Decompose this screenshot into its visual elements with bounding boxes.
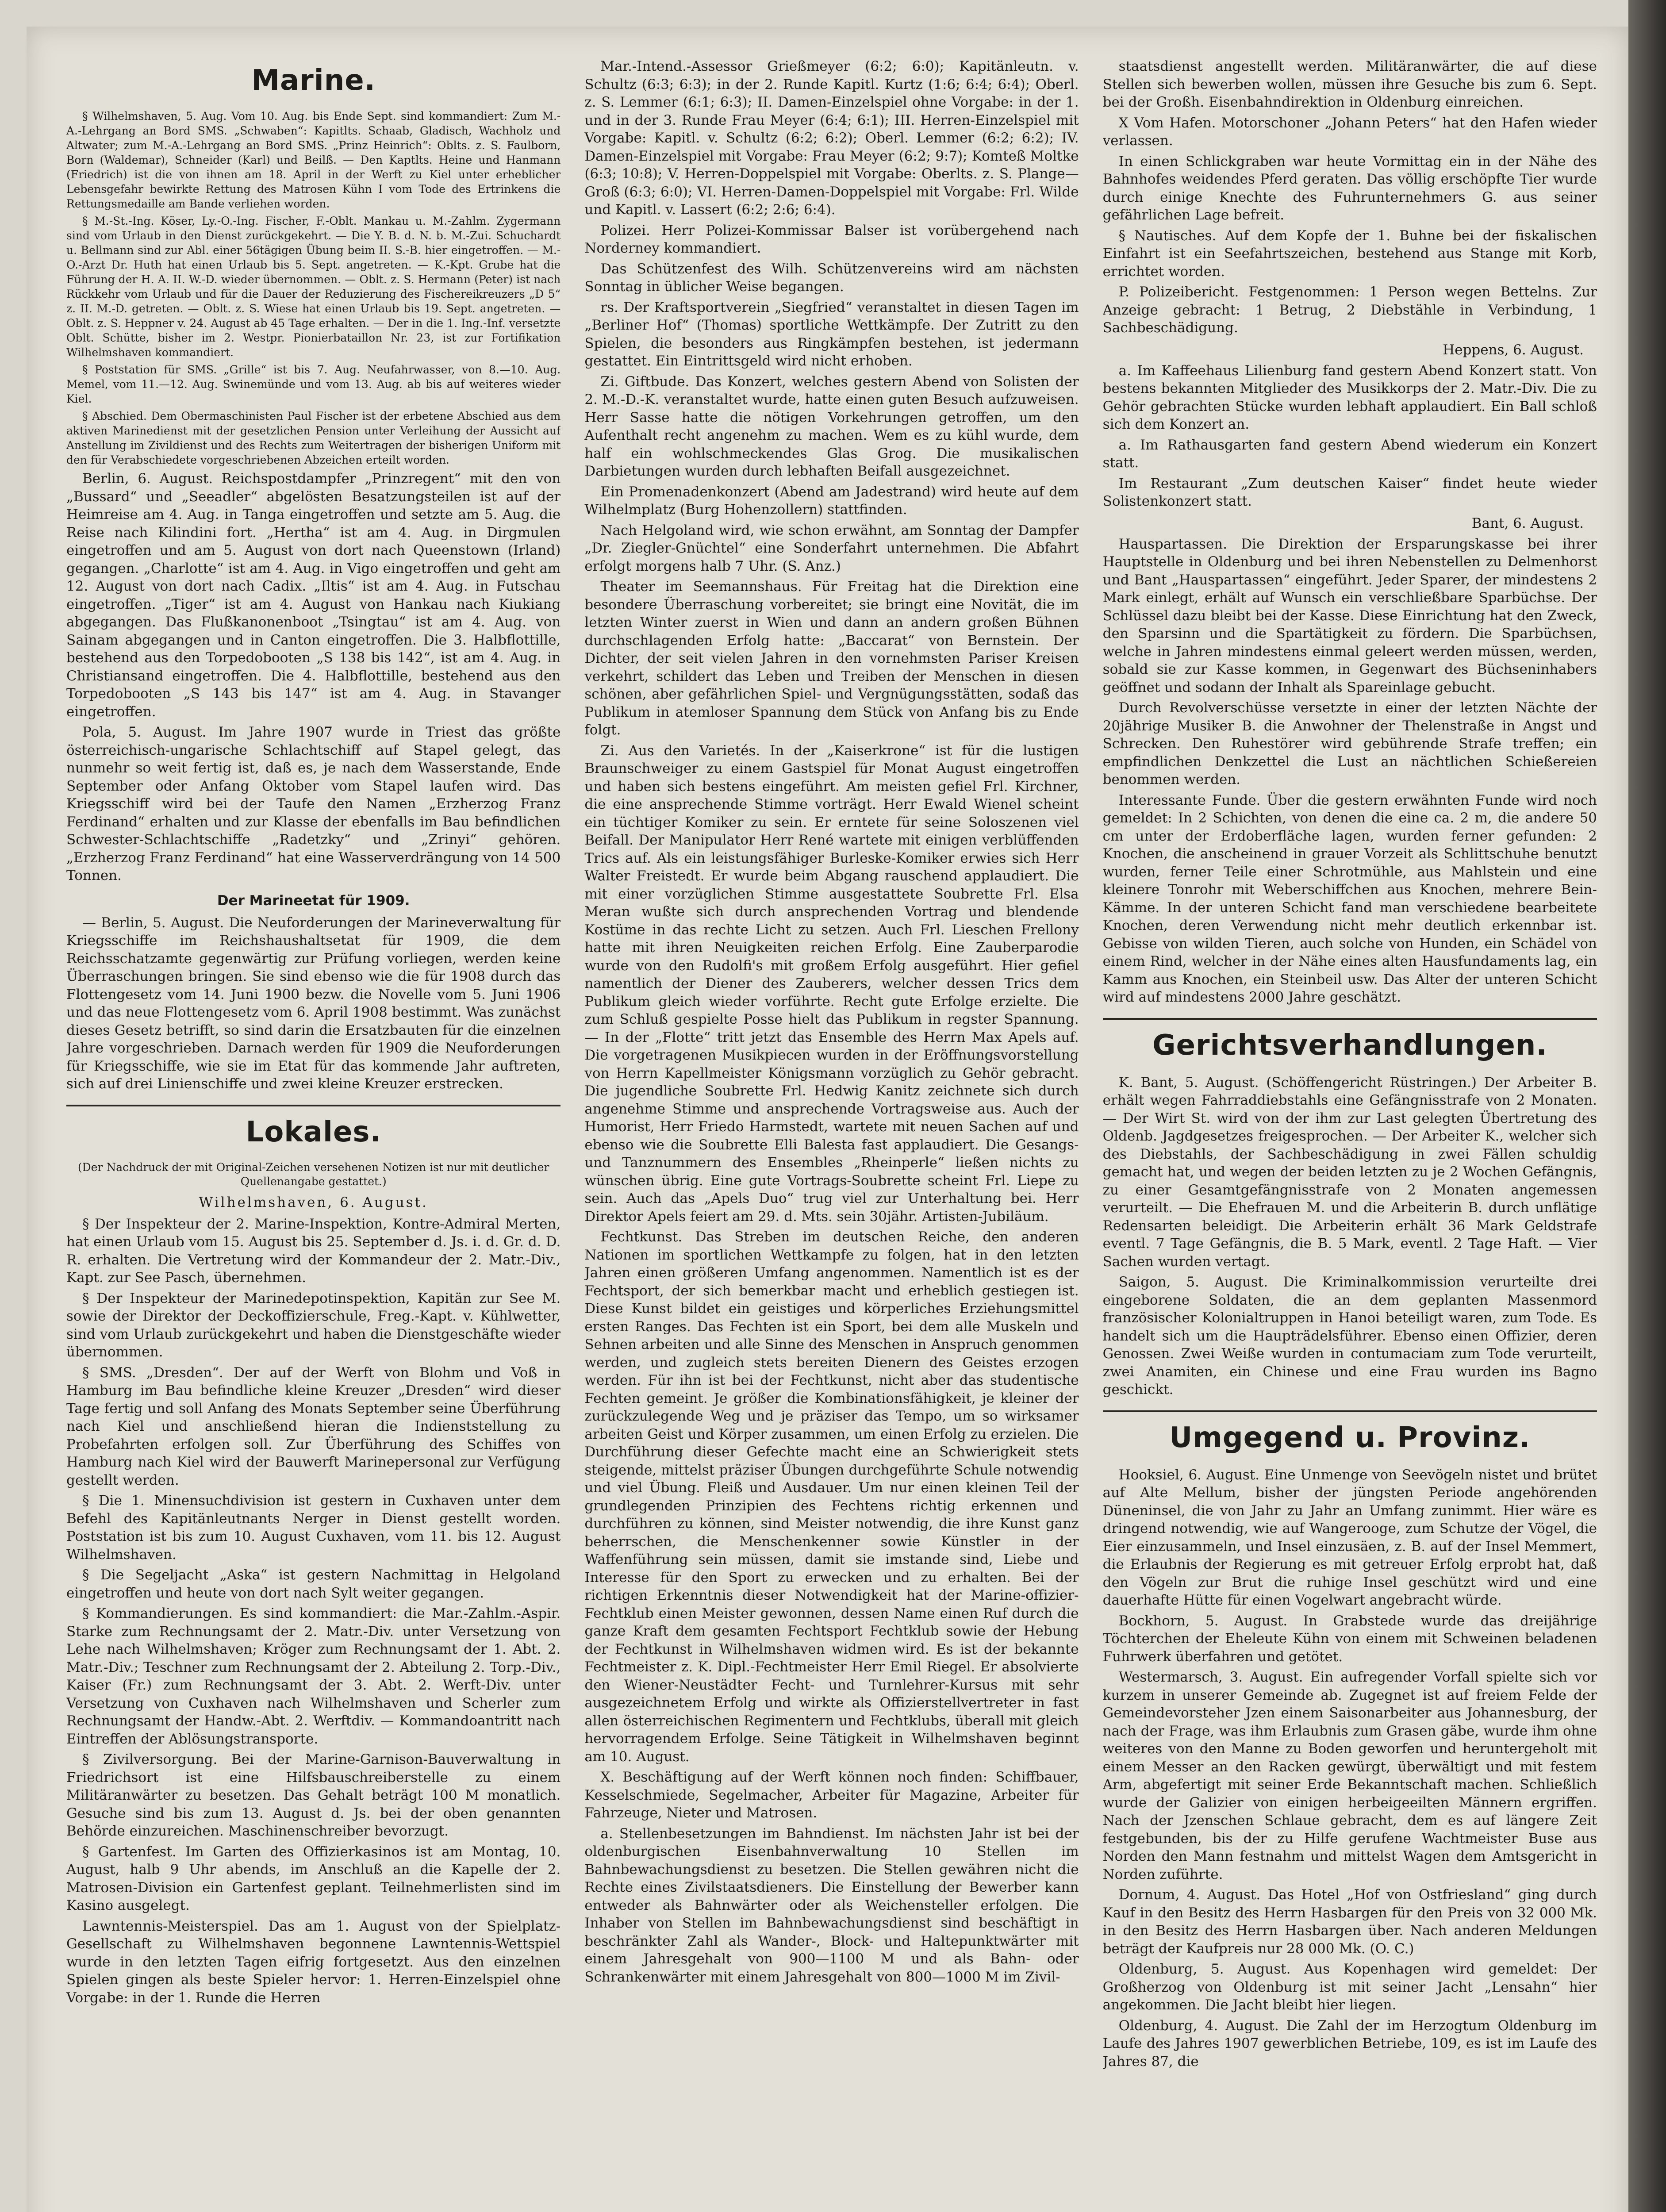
section-divider: [1103, 1410, 1597, 1412]
article-paragraph: Westermarsch, 3. August. Ein aufregender Vorfall spielte sich vor kurzem in unserer Gemeinde ab. Zugegnet ist auf freiem Felde der Gemeindevorsteher Jzen einem Saisonarbeiter aus Johannesburg, der nach der Frage, was ihm Erlaubnis zum Grasen gäbe, wurde ihm ohne weiteres von den Manne zu Boden geworfen und heruntergeholt mit einem Messer an den Racken gewürgt, überwältigt und mit festem Arm, abgefertigt mit seiner Erde Bekanntschaft machen. Schließlich wurde der Galizier von einigen herbeigeeilten Männern ergriffen. Nach der Jzenschen Schlaue gebracht, dem es auf längere Zeit festgebunden, bis der zu Hilfe gerufene Wachtmeister Buse aus Norden den Mann festnahm und mittelst Wagen dem Amtsgericht in Norden zuführte.: [1102, 1669, 1597, 1882]
article-paragraph: staatsdienst angestellt werden. Militäranwärter, die auf diese Stellen sich bewerben wollen, müssen ihre Gesuche bis zum 6. Sept. bei der Großh. Eisenbahndirektion in Oldenburg einreichen.: [1102, 58, 1597, 110]
article-paragraph: Interessante Funde. Über die gestern erwähnten Funde wird noch gemeldet: In 2 Schichten, von denen die eine ca. 2 m, die andere 50 cm unter der Erdoberfläche lagen, wurden ferner gefunden: 2 Knochen, die anscheinend in grauer Vorzeit als Schlittschuhe benutzt wurden, ferner Teile einer Schrotmühle, aus Mahlstein und eine kleinere Tonrohr mit Weberschiffchen aus Knochen, mehrere Bein-Kämme. In der unteren Schicht fand man verschiedene bearbeitete Knochen, deren Verwendung nicht mehr deutlich erkennbar ist. Gebisse von wilden Tieren, auch solche von Hunden, ein Schädel von einem Rind, welcher in der Nähe eines alten Hausfundaments lag, ein Kamm aus Knochen, ein Steinbeil usw. Das Alter der unteren Schicht wird auf mindestens 2000 Jahre geschätzt.: [1102, 792, 1597, 1005]
article-paragraph: § Gartenfest. Im Garten des Offizierkasinos ist am Montag, 10. August, halb 9 Uhr abends, im Anschluß an die Kapelle der 2. Matrosen-Division ein Gartenfest geplant. Teilnehmerlisten sind im Kasino ausgelegt.: [66, 1843, 561, 1913]
article-paragraph: In einen Schlickgraben war heute Vormittag ein in der Nähe des Bahnhofes weidendes Pferd geraten. Das völlig erschöpfte Tier wurde durch einige Knechte des Fuhrunternehmers G. aus seiner gefährlichen Lage befreit.: [1102, 153, 1597, 223]
article-paragraph: § Zivilversorgung. Bei der Marine-Garnison-Bauverwaltung in Friedrichsort ist eine Hilfsbauschreiberstelle zu einem Militäranwärter zu besetzen. Das Gehalt beträgt 100 M monatlich. Gesuche sind bis zum 13. August d. Js. bei der oben genannten Behörde einzureichen. Maschinenschreiber bevorzugt.: [66, 1751, 561, 1839]
article-paragraph: Oldenburg, 5. August. Aus Kopenhagen wird gemeldet: Der Großherzog von Oldenburg ist mit seiner Jacht „Lensahn“ hier angekommen. Die Jacht bleibt hier liegen.: [1102, 1961, 1597, 2013]
dateline-wilhelmshaven: Wilhelmshaven, 6. August.: [199, 1194, 428, 1210]
article-paragraph: § Die 1. Minensuchdivision ist gestern in Cuxhaven unter dem Befehl des Kapitänleutnants Nerger in Dienst gestellt worden. Poststation ist bis zum 10. August Cuxhaven, vom 11. bis 12. August Wilhelmshaven.: [66, 1493, 561, 1563]
article-paragraph: — Berlin, 5. August. Die Neuforderungen der Marineverwaltung für Kriegsschiffe im Reichshaushaltsetat für 1909, die dem Reichsschatzamte gegenwärtig zur Prüfung vorliegen, werden keine Überraschungen bringen. Sie sind ebenso wie die für 1908 durch das Flottengesetz vom 14. Juni 1900 bezw. die Novelle vom 5. Juni 1906 und das neue Flottengesetz vom 6. April 1908 bestimmt. Was zunächst dieses Gesetz betrifft, so sind darin die Ersatzbauten für die einzelnen Jahre vorgeschrieben. Darnach werden für 1909 die Neuforderungen für Kriegsschiffe, wie sie im Etat für das kommende Jahr auftreten, sich auf drei Linienschiffe und zwei kleine Kreuzer erstrecken.: [66, 914, 561, 1092]
article-paragraph: Nach Helgoland wird, wie schon erwähnt, am Sonntag der Dampfer „Dr. Ziegler-Gnüchtel“ eine Sonderfahrt unternehmen. Die Abfahrt erfolgt morgens halb 7 Uhr. (S. Anz.): [584, 522, 1079, 574]
article-paragraph: Oldenburg, 4. August. Die Zahl der im Herzogtum Oldenburg im Laufe des Jahres 1907 gewerblichen Betriebe, 109, es ist im Laufe des Jahres 87, die: [1102, 2017, 1597, 2070]
article-paragraph: § Der Inspekteur der Marinedepotinspektion, Kapitän zur See M. sowie der Direktor der Deckoffizierschule, Freg.-Kapt. v. Kühlwetter, sind vom Urlaub zurückgekehrt und haben die Dienstgeschäfte wieder übernommen.: [66, 1290, 561, 1360]
article-paragraph: Bockhorn, 5. August. In Grabstede wurde das dreijährige Töchterchen der Eheleute Kühn von einem mit Schweinen beladenen Fuhrwerk überfahren und getötet.: [1102, 1613, 1597, 1665]
column-1: [66, 58, 560, 2212]
article-paragraph: Lawntennis-Meisterspiel. Das am 1. August von der Spielplatz-Gesellschaft zu Wilhelmshaven begonnene Lawntennis-Wettspiel wurde in den letzten Tagen eifrig fortgesetzt. Aus den einzelnen Spielen gingen als beste Spieler hervor: 1. Herren-Einzelspiel ohne Vorgabe: in der 1. Runde die Herren: [66, 1918, 561, 2006]
article-paragraph: P. Polizeibericht. Festgenommen: 1 Person wegen Bettelns. Zur Anzeige gebracht: 1 Betrug, 2 Diebstähle in Verbindung, 1 Sachbeschädigung.: [1102, 284, 1597, 336]
article-paragraph: a. Im Kaffeehaus Lilienburg fand gestern Abend Konzert statt. Von bestens bekannten Mitglieder des Musikkorps der 2. Matr.-Div. Die zu Gehör gebrachten Stücke wurden lebhaft applaudiert. Ein Ball schloß sich dem Konzert an.: [1102, 362, 1597, 432]
article-paragraph: X Vom Hafen. Motorschoner „Johann Peters“ hat den Hafen wieder verlassen.: [1102, 115, 1597, 149]
article-paragraph: Zi. Aus den Varietés. In der „Kaiserkrone“ ist für die lustigen Braunschweiger zu einem Gastspiel für Monat August eingetroffen und haben sich bestens eingeführt. Am meisten gefiel Frl. Kirchner, die eine ansprechende Stimme vorträgt. Herr Ewald Wienel scheint ein tüchtiger Komiker zu sein. Er erntete für seine Soloszenen viel Beifall. Der Manipulator Herr René wartete mit einigen verblüffenden Trics auf. Als ein leistungsfähiger Burleske-Komiker erwies sich Herr Walter Freistedt. Er wurde beim Abgang rauschend applaudiert. Die mit einer vorzüglichen Stimme ausgestattete Soubrette Frl. Elsa Meran wußte sich durch ansprechenden Vortrag und blendende Kostüme in das rechte Licht zu setzen. Auch Frl. Lieschen Frellony hatte mit ihren Neuigkeiten reichen Erfolg. Eine Zauberparodie wurde von den Rudolfi's mit großem Erfolg ausgeführt. Hier gefiel namentlich der Diener des Zauberers, welcher dessen Trics dem Publikum gleich wieder vorführte. Recht gute Erfolge erzielte. Die zum Schluß gespielte Posse hielt das Publikum in regster Spannung. — In der „Flotte“ tritt jetzt das Ensemble des Herrn Max Apels auf. Die vorgetragenen Musikpiecen wurden in der Eröffnungsvorstellung von Herrn Kapellmeister Königsmann vorzüglich zu Gehör gebracht. Die jugendliche Soubrette Frl. Hedwig Kanitz zeichnete sich durch angenehme Stimme und ansprechende Vortragsweise aus. Auch der Humorist, Herr Friedo Harmstedt, wartete mit neuen Sachen auf und ebenso wie die Soubrette Elli Balesta fast applaudiert. Die Gesangs- und Tanznummern des Ensembles „Rheinperle“ ließen nichts zu wünschen übrig. Eine gute Vortrags-Soubrette scheint Frl. Liepe zu sein. Auch das „Apels Duo“ trug viel zur Unterhaltung bei. Herr Direktor Apels feiert am 29. d. Mts. sein 30jähr. Artisten-Jubiläum.: [584, 742, 1079, 1225]
article-paragraph: Hooksiel, 6. August. Eine Unmenge von Seevögeln nistet und brütet auf Alte Mellum, bisher der jüngsten Periode angehörenden Düneninsel, die von Jahr zu Jahr an Umfang zunimmt. Hier wäre es dringend notwendig, wie auf Wangerooge, zum Schutze der Vögel, die Eier einzusammeln, und Insel einzusäen, z. B. auf der Insel Memmert, die Erlaubnis der Regierung es mit getreuer Erfolg erprobt hat, daß den Vögeln zur Brut die ruhige Insel geschützt wird und eine dauerhafte Hütte für einen Vogelwart angebracht würde.: [1102, 1467, 1597, 1608]
article-paragraph: Das Schützenfest des Wilh. Schützenvereins wird am nächsten Sonntag in üblicher Weise begangen.: [584, 261, 1079, 295]
dateline-heppens: Heppens, 6. August.: [1443, 342, 1584, 358]
article-paragraph: a. Im Rathausgarten fand gestern Abend wiederum ein Konzert statt.: [1102, 437, 1597, 471]
section-heading-gerichtsverhandlungen: Gerichtsverhandlungen.: [1152, 1029, 1547, 1062]
article-paragraph: Saigon, 5. August. Die Kriminalkommission verurteilte drei eingeborene Soldaten, die an dem geplanten Massenmord französischer Kolonialtruppen in Hanoi beteiligt waren, zum Tode. Es handelt sich um die Haupträdelsführer. Ebenso einen Offizier, deren Genossen. Zwei Weiße wurden in contumaciam zum Tode verurteilt, zwei Anamiten, ein Chinese und eine Frau wurden ins Bagno geschickt.: [1102, 1274, 1597, 1398]
column-3: [1103, 58, 1597, 2212]
section-heading-marine: Marine.: [251, 64, 376, 97]
article-paragraph: § Poststation für SMS. „Grille“ ist bis 7. Aug. Neufahrwasser, von 8.—10. Aug. Memel, vom 11.—12. Aug. Swinemünde und vom 13. Aug. ab bis auf weiteres wieder Kiel.: [66, 363, 561, 405]
article-paragraph: Theater im Seemannshaus. Für Freitag hat die Direktion eine besondere Überraschung vorbereitet; sie bringt eine Novität, die im letzten Winter zuerst in Wien und dann an andern großen Bühnen durchschlagenden Erfolg hatte: „Baccarat“ von Bernstein. Der Dichter, der seit vielen Jahren in den vornehmsten Pariser Kreisen verkehrt, schildert das Leben und Treiben der Menschen in diesen schönen, aber gefährlichen Spiel- und Vergnügungsstätten, sodaß das Publikum in atemloser Spannung dem Stück von Anfang bis zu Ende folgt.: [584, 579, 1079, 738]
article-paragraph: § Nautisches. Auf dem Kopfe der 1. Buhne bei der fiskalischen Einfahrt ist ein Seefahrtszeichen, bestehend aus Stange mit Korb, errichtet worden.: [1102, 227, 1597, 280]
page-edge-shadow: [1628, 0, 1666, 2212]
section-heading-lokales: Lokales.: [246, 1115, 381, 1148]
article-paragraph: § SMS. „Dresden“. Der auf der Werft von Blohm und Voß in Hamburg im Bau befindliche kleine Kreuzer „Dresden“ wird dieser Tage fertig und soll Anfang des Monats September seine Überführung nach Kiel und anschließend hieran die Indienststellung zu Probefahrten erfolgen soll. Zur Überführung des Schiffes von Hamburg nach Kiel wird der Bauwerft Marinepersonal zur Verfügung gestellt werden.: [66, 1364, 561, 1488]
column-2: [584, 58, 1079, 2212]
article-paragraph: Berlin, 6. August. Reichspostdampfer „Prinzregent“ mit den von „Bussard“ und „Seeadler“ abgelösten Besatzungsteilen ist auf der Heimreise am 4. Aug. in Tanga eingetroffen und setzte am 5. Aug. die Reise nach Kilindini fort. „Hertha“ ist am 4. Aug. in Dirgmulen eingetroffen und am 5. August von dort nach Queenstown (Irland) gegangen. „Charlotte“ ist am 4. Aug. in Vigo eingetroffen und geht am 12. August von dort nach Cadix. „Iltis“ ist am 4. Aug. in Futschau eingetroffen. „Tiger“ ist am 4. August von Hankau nach Kiukiang abgegangen. Das Flußkanonenboot „Tsingtau“ ist am 4. Aug. von Sainam abgegangen und in Canton eingetroffen. Die 3. Halbflottille, bestehend aus den Torpedobooten „S 138 bis 142“, ist am 4. Aug. in Christiansand eingetroffen. Die 4. Halbflottille, bestehend aus den Torpedobooten „S 143 bis 147“ ist am 4. Aug. in Stavanger eingetroffen.: [66, 471, 561, 720]
article-paragraph: Hauspartassen. Die Direktion der Ersparungskasse bei ihrer Hauptstelle in Oldenburg und bei ihren Nebenstellen zu Delmenhorst und Bant „Hauspartassen“ eingeführt. Jeder Sparer, der mindestens 2 Mark einlegt, erhält auf Wunsch ein verschließbare Sparbüchse. Der Schlüssel dazu bleibt bei der Kasse. Diese Einrichtung hat den Zweck, den Sparsinn und die Spartätigkeit zu fördern. Die Sparbüchsen, welche in Jahren mindestens einmal geleert werden müssen, werden, sobald sie zur Kasse kommen, in Gegenwart des Büchseninhabers geöffnet und sodann der Inhalt als Spareinlage gebucht.: [1102, 536, 1597, 695]
section-divider: [66, 1105, 560, 1106]
article-heading-marineetat: Der Marineetat für 1909.: [217, 892, 410, 909]
article-paragraph: rs. Der Kraftsportverein „Siegfried“ veranstaltet in diesen Tagen im „Berliner Hof“ (Thomas) sportliche Wettkämpfe. Der Zutritt zu den Spielen, die besonders aus Ringkämpfen bestehen, ist jedermann gestattet. Ein Eintrittsgeld wird nicht erhoben.: [584, 299, 1079, 369]
article-paragraph: § Abschied. Dem Obermaschinisten Paul Fischer ist der erbetene Abschied aus dem aktiven Marinedienst mit der gesetzlichen Pension unter Verleihung der Aussicht auf Anstellung im Zivildienst und des Rechts zum Weitertragen der bisherigen Uniform mit den für Verabschiedete vorgeschriebenen Abzeichen erteilt worden.: [66, 410, 561, 466]
article-paragraph: a. Stellenbesetzungen im Bahndienst. Im nächsten Jahr ist bei der oldenburgischen Eisenbahnverwaltung 10 Stellen im Bahnbewachungsdienst zu besetzen. Die Stellen gewähren nicht die Rechte eines Zivilstaatsdieners. Die Einstellung der Bewerber kann entweder als Bahnwärter oder als Weichensteller erfolgen. Die Inhaber von Stellen im Bahnbewachungsdienst sind beschäftigt in beschränkter Zahl als Wander-, Block- und Haltepunktwärter mit einem Jahresgehalt von 900—1100 M und als Bahn- oder Schrankenwärter mit einem Jahresgehalt von 800—1000 M im Zivil-: [584, 1825, 1079, 1985]
article-paragraph: K. Bant, 5. August. (Schöffengericht Rüstringen.) Der Arbeiter B. erhält wegen Fahrraddiebstahls eine Gefängnisstrafe von 2 Monaten. — Der Wirt St. wird von der ihm zur Last gelegten Übertretung des Oldenb. Jagdgesetzes freigesprochen. — Der Arbeiter K., welcher sich des Diebstahls, der Sachbeschädigung in zwei Fällen schuldig gemacht hat, und wegen der beiden letzten zu je 2 Wochen Gefängnis, zu einer Gesamtgefängnisstrafe von 2 Monaten angemessen verurteilt. — Die Ehefrauen M. und die Arbeiterin B. durch unflätige Redensarten beleidigt. Die Arbeiterin erhält 36 Mark Geldstrafe eventl. 7 Tage Gefängnis, die B. 5 Mark, eventl. 2 Tage Haft. — Vier Sachen wurden vertagt.: [1102, 1074, 1597, 1270]
article-paragraph: X. Beschäftigung auf der Werft können noch finden: Schiffbauer, Kesselschmiede, Segelmacher, Arbeiter für Magazine, Arbeiter für Fahrzeuge, Nieter und Matrosen.: [584, 1769, 1079, 1821]
article-paragraph: Mar.-Intend.-Assessor Grießmeyer (6:2; 6:0); Kapitänleutn. v. Schultz (6:3; 6:3); in der 2. Runde Kapitl. Kurtz (1:6; 6:4; 6:4); Oberl. z. S. Lemmer (6:1; 6:3); II. Damen-Einzelspiel ohne Vorgabe: in der 1. und in der 3. Runde Frau Meyer (6:4; 6:1); III. Herren-Einzelspiel mit Vorgabe: Kapitl. v. Schultz (6:2; 6:2); Oberl. Lemmer (6:2; 6:2); IV. Damen-Einzelspiel mit Vorgabe: Frau Meyer (6:2; 9:7); Komteß Moltke (6:3; 10:8); V. Herren-Doppelspiel mit Vorgabe: Oberlts. z. S. Plange—Groß (6:3; 6:0); VI. Herren-Damen-Doppelspiel mit Vorgabe: Frl. Wilde und Kapitl. v. Lassert (6:2; 2:6; 6:4).: [584, 58, 1079, 218]
article-paragraph: Zi. Giftbude. Das Konzert, welches gestern Abend von Solisten der 2. M.-D.-K. veranstaltet wurde, hatte einen guten Besuch aufzuweisen. Herr Sasse hatte die nötigen Vorkehrungen getroffen, um den Aufenthalt recht angenehm zu machen. Wem es zu kühl wurde, dem half ein wohlschmeckendes Glas Grog. Die musikalischen Darbietungen wurden durch lebhaften Beifall ausgezeichnet.: [584, 373, 1079, 479]
reprint-notice: (Der Nachdruck der mit Original-Zeichen versehenen Notizen ist nur mit deutlicher Quellenangabe gestattet.): [77, 1160, 549, 1188]
article-paragraph: § M.-St.-Ing. Köser, Ly.-O.-Ing. Fischer, F.-Oblt. Mankau u. M.-Zahlm. Zygermann sind vom Urlaub in den Dienst zurückgekehrt. — Die Y. B. d. N. b. M.-Zui. Schuchardt u. Bellmann sind zur Abl. einer 56tägigen Übung beim II. S.-B. hier eingetroffen. — M.-O.-Arzt Dr. Huth hat einen Urlaub bis 5. Sept. angetreten. — K.-Kpt. Grube hat die Führung der H. A. II. W.-D. wieder übernommen. — Oblt. z. S. Hermann (Peter) ist nach Rückkehr vom Urlaub und für die Dauer der Reduzierung des Fischereikreuzers „D 5“ z. II. M.-D. getreten. — Oblt. z. S. Wiese hat einen Urlaub bis 19. Sept. angetreten. — Oblt. z. S. Heppner v. 24. August ab 45 Tage erhalten. — Der in die 1. Ing.-Inf. versetzte Oblt. Schütte, bisher im 2. Westpr. Pionierbataillon Nr. 23, ist zur Fortifikation Wilhelmshaven kommandiert.: [66, 215, 561, 359]
article-paragraph: § Wilhelmshaven, 5. Aug. Vom 10. Aug. bis Ende Sept. sind kommandiert: Zum M.-A.-Lehrgang an Bord SMS. „Schwaben“: Kapitlts. Schaab, Gladisch, Wachholz und Altwater; zum M.-A.-Lehrgang an Bord SMS. „Prinz Heinrich“: Oblts. z. S. Faulborn, Born (Waldemar), Schneider (Karl) und Beilß. — Den Kaptlts. Heine und Hanmann (Friedrich) ist die von ihnen am 18. April in der Werft zu Kiel unter erheblicher Lebensgefahr bewirkte Rettung des Matrosen Kühn I vom Tode des Ertrinkens die Rettungsmedaille am Bande verliehen worden.: [66, 110, 561, 210]
article-paragraph: Fechtkunst. Das Streben im deutschen Reiche, den anderen Nationen im sportlichen Wettkampfe zu folgen, hat in den letzten Jahren einen größeren Umfang angenommen. Namentlich ist es der Fechtsport, der sich bemerkbar macht und erheblich gestiegen ist. Diese Kunst bildet ein geistiges und körperliches Erziehungsmittel ersten Ranges. Das Fechten ist ein Sport, bei dem alle Muskeln und Sehnen arbeiten und alle Sinne des Menschen in Anspruch genommen werden, und zugleich stets bereiten Dienern des Geistes erzogen werden. Für ihn ist bei der Fechtkunst, nicht aber das studentische Fechten gemeint. Je größer die Kombinationsfähigkeit, je kleiner der zurückzulegende Weg und je präziser das Tempo, um so wirksamer arbeiten Geist und Körper zusammen, um einen Erfolg zu erzielen. Die Durchführung dieser Gefechte macht eine an Schwierigkeit stets steigende, mittelst präziser Übungen durchgeführte Schule notwendig und viel Übung. Fleiß und Ausdauer. Um nur einen kleinen Teil der grundlegenden Prinzipien des Fechtens richtig erkennen und durchführen zu können, sind Meister notwendig, die ihre Kunst ganz beherrschen, die Menschenkenner sowie Künstler in der Waffenführung sein müssen, damit sie imstande sind, Liebe und Interesse für den Sport zu erwecken und zu erhalten. Bei der richtigen Erkenntnis dieser Notwendigkeit hat der Marine-offizier-Fechtklub einen Meister gewonnen, dessen Name einen Ruf durch die ganze Kraft dem gesamten Fechtsport Fechtklub sowie der Hebung der Fechtkunst in Wilhelmshaven widmen wird. Es ist der bekannte Fechtmeister z. K. Dipl.-Fechtmeister Herr Emil Riegel. Er absolvierte den Wiener-Neustädter Fecht- und Turnlehrer-Kursus mit sehr ausgezeichnetem Erfolg und wirkte als Offizierstellvertreter in fast allen österreichischen Regimentern und Fechtklubs, überall mit gleich hervorragendem Erfolge. Seine Tätigkeit in Wilhelmshaven beginnt am 10. August.: [584, 1229, 1079, 1765]
article-paragraph: Pola, 5. August. Im Jahre 1907 wurde in Triest das größte österreichisch-ungarische Schlachtschiff auf Stapel gelegt, das nunmehr so weit fertig ist, daß es, je nach dem Wasserstande, Ende September oder Anfang Oktober vom Stapel laufen wird. Das Kriegsschiff wird bei der Taufe den Namen „Erzherzog Franz Ferdinand“ erhalten und zur Klasse der ebenfalls im Bau befindlichen Schwester-Schlachtschiffe „Radetzky“ und „Zrinyi“ gehören. „Erzherzog Franz Ferdinand“ hat eine Wasserverdrängung von 14 500 Tonnen.: [66, 724, 561, 883]
article-paragraph: Dornum, 4. August. Das Hotel „Hof von Ostfriesland“ ging durch Kauf in den Besitz des Herrn Hasbargen für den Preis von 32 000 Mk. in den Besitz des Herrn Hasbargen über. Nach anderen Meldungen beträgt der Kaufpreis nur 28 000 Mk. (O. C.): [1102, 1887, 1597, 1957]
section-divider: [1103, 1018, 1597, 1020]
dateline-bant: Bant, 6. August.: [1471, 515, 1584, 531]
article-paragraph: § Kommandierungen. Es sind kommandiert: die Mar.-Zahlm.-Aspir. Starke zum Rechnungsamt der 2. Matr.-Div. unter Versetzung von Lehe nach Wilhelmshaven; Kröger zum Rechnungsamt der 1. Abt. 2. Matr.-Div.; Teschner zum Rechnungsamt der 2. Abteilung 2. Torp.-Div., Kaiser (Fr.) zum Rechnungsamt der 3. Abt. 2. Werft-Div. unter Versetzung von Cuxhaven nach Wilhelmshaven und Scherler zum Rechnungsamt der Handw.-Abt. 2. Werftdiv. — Kommandoantritt nach Eintreffen der Ablösungstransporte.: [66, 1605, 561, 1747]
section-heading-umgegend: Umgegend u. Provinz.: [1169, 1421, 1531, 1454]
article-paragraph: Im Restaurant „Zum deutschen Kaiser“ findet heute wieder Solistenkonzert statt.: [1102, 475, 1597, 509]
article-paragraph: § Der Inspekteur der 2. Marine-Inspektion, Kontre-Admiral Merten, hat einen Urlaub vom 15. August bis 25. September d. Js. i. d. Gr. d. D. R. erhalten. Die Vertretung wird der Kommandeur der 2. Matr.-Div., Kapt. zur See Pasch, übernehmen.: [66, 1216, 561, 1286]
article-paragraph: Polizei. Herr Polizei-Kommissar Balser ist vorübergehend nach Norderney kommandiert.: [584, 222, 1079, 256]
article-paragraph: Ein Promenadenkonzert (Abend am Jadestrand) wird heute auf dem Wilhelmplatz (Burg Hohenzollern) stattfinden.: [584, 484, 1079, 518]
article-paragraph: Durch Revolverschüsse versetzte in einer der letzten Nächte der 20jährige Musiker B. die Anwohner der Thelenstraße in Angst und Schrecken. Den Ruhestörer wird gebührende Strafe treffen; ein empfindlichen Denkzettel die Lust an nächtlichen Schießereien benommen werden.: [1102, 700, 1597, 787]
article-paragraph: § Die Segeljacht „Aska“ ist gestern Nachmittag in Helgoland eingetroffen und heute von dort nach Sylt weiter gegangen.: [66, 1567, 561, 1601]
newspaper-columns: [66, 58, 1597, 2212]
